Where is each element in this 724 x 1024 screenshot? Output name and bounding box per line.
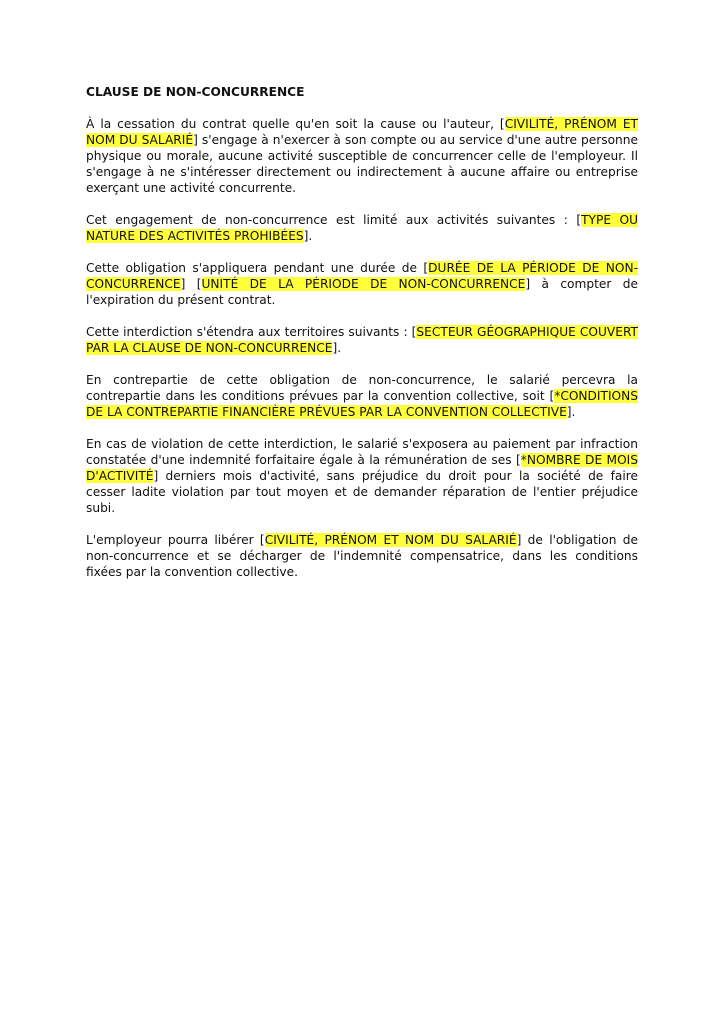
paragraph [86, 372, 638, 420]
placeholder-field: DURÉE DE LA PÉRIODE DE NON-CONCURRENCE [86, 261, 639, 291]
paragraph-text: En contrepartie de cette obligation de non-concurrence, le salarié percevra la contrepartie dans les conditions prévues par la convention collective, soit [ [86, 373, 638, 403]
paragraph-text: À la cessation du contrat quelle qu'en soit la cause ou l'auteur, [ [86, 117, 505, 131]
paragraph-text: Cette obligation s'appliquera pendant une durée de [ [86, 261, 429, 275]
document-title: CLAUSE DE NON-CONCURRENCE [86, 85, 305, 99]
paragraph [86, 436, 638, 516]
paragraph-text: ] [ [180, 277, 202, 291]
placeholder-field: SECTEUR GÉOGRAPHIQUE COUVERT PAR LA CLAUSE DE NON-CONCURRENCE [86, 325, 638, 355]
placeholder-field: *CONDITIONS DE LA CONTREPARTIE FINANCIÈRE PRÉVUES PAR LA CONVENTION COLLECTIVE [86, 389, 638, 419]
paragraph-text: Cette interdiction s'étendra aux territoires suivants : [ [86, 325, 417, 339]
placeholder-field: CIVILITÉ, PRÉNOM ET NOM DU SALARIÉ [264, 533, 517, 547]
placeholder-field: UNITÉ DE LA PÉRIODE DE NON-CONCURRENCE [201, 277, 526, 291]
paragraph [86, 116, 638, 196]
paragraph-text: ]. [303, 229, 313, 243]
document-body [86, 116, 638, 580]
paragraph-text: ]. [332, 341, 342, 355]
placeholder-field: CIVILITÉ, PRÉNOM ET NOM DU SALARIÉ [86, 117, 639, 147]
paragraph-text: ] de l'obligation de non-concurrence et se décharger de l'indemnité compensatrice, dans les conditions fixées par la convention collective. [86, 533, 638, 579]
paragraph [86, 260, 638, 308]
paragraph [86, 532, 638, 580]
paragraph [86, 324, 638, 356]
placeholder-field: TYPE OU NATURE DES ACTIVITÉS PROHIBÉES [86, 213, 638, 243]
paragraph-text: ] à compter de l'expiration du présent contrat. [86, 277, 639, 307]
paragraph [86, 212, 638, 244]
placeholder-field: *NOMBRE DE MOIS D'ACTIVITÉ [86, 453, 638, 483]
paragraph-text: ]. [566, 405, 576, 419]
paragraph-text: ] derniers mois d'activité, sans préjudice du droit pour la société de faire cesser ladite violation par tout moyen et de demander réparation de l'entier préjudice subi. [86, 469, 638, 515]
document-page [86, 84, 638, 596]
paragraph-text: En cas de violation de cette interdiction, le salarié s'exposera au paiement par infraction constatée d'une indemnité forfaitaire égale à la rémunération de ses [ [86, 437, 638, 467]
paragraph-text: ] s'engage à n'exercer à son compte ou au service d'une autre personne physique ou morale, aucune activité susceptible de concurrencer celle de l'employeur. Il s'engage à ne s'intéresser directement ou indirectement à aucune affaire ou entreprise exerçant une activité concurrente. [86, 133, 639, 195]
paragraph-text: Cet engagement de non-concurrence est limité aux activités suivantes : [ [86, 213, 582, 227]
paragraph-text: L'employeur pourra libérer [ [86, 533, 265, 547]
